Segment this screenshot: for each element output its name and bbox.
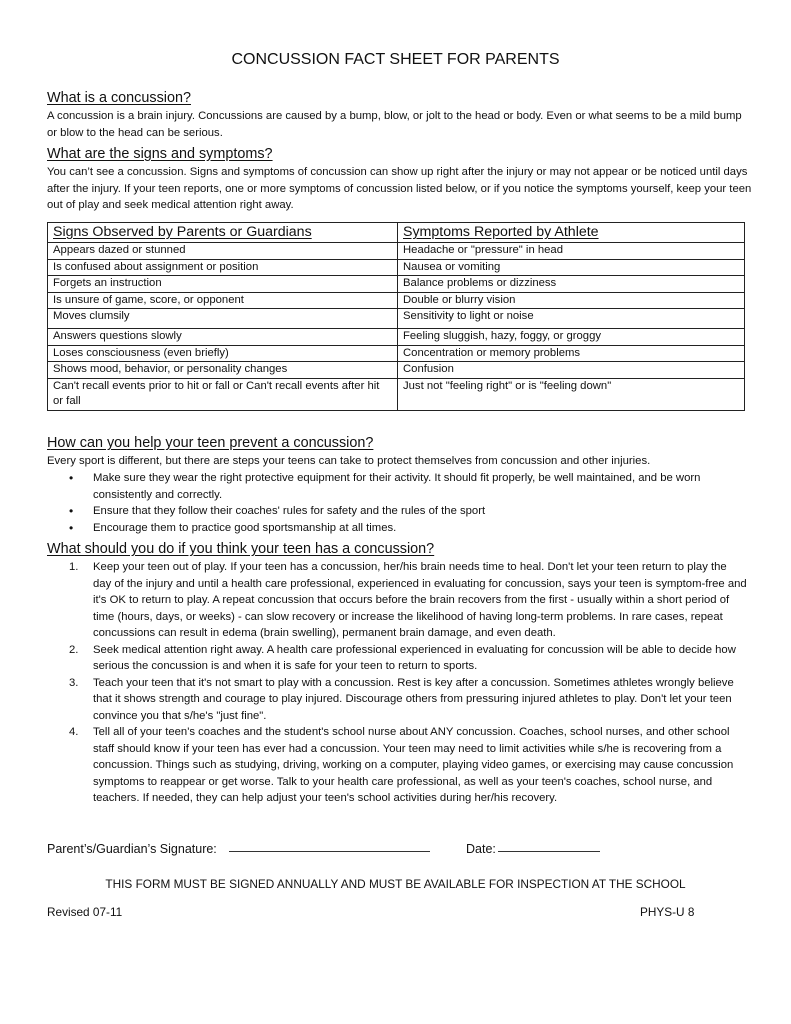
section-heading-what-is: What is a concussion? — [47, 90, 191, 106]
symptoms-table — [47, 222, 745, 411]
table-cell: Is unsure of game, score, or opponent — [48, 292, 398, 309]
table-cell: Just not "feeling right" or is "feeling down" — [398, 378, 745, 410]
prevention-list — [47, 470, 747, 536]
table-header-symptoms: Symptoms Reported by Athlete — [398, 223, 745, 243]
revision-label: Revised 07-11 — [47, 905, 123, 919]
table-cell: Feeling sluggish, hazy, foggy, or groggy — [398, 329, 745, 346]
table-row — [48, 329, 745, 346]
table-cell: Loses consciousness (even briefly) — [48, 345, 398, 362]
table-row — [48, 362, 745, 379]
section-heading-prevent: How can you help your teen prevent a concussion? — [47, 435, 374, 451]
section-text-what-is: A concussion is a brain injury. Concussions are caused by a bump, blow, or jolt to the head or body. Even or what seems to be a mild bump or blow to the head can be serious. — [47, 110, 742, 139]
section-text-signs: You can’t see a concussion. Signs and symptoms of concussion can show up right after the injury or may not appear or be noticed until days after the injury. If your teen reports, one or more symptoms of concussion listed below, or if you notice the symptoms yourself, keep your teen out of play and seek medical attention right away. — [47, 166, 752, 211]
table-cell: Answers questions slowly — [48, 329, 398, 346]
table-cell: Confusion — [398, 362, 745, 379]
list-item-text: Teach your teen that it's not smart to play with a concussion. Rest is key after a concussion. Sometimes athletes wrongly believe that it shows strength and courage to play injured. Discourage others from pressuring injured athletes to play. Don't let your teen convince you that s/he's "just fine". — [93, 676, 734, 722]
list-item — [47, 642, 747, 675]
list-item — [47, 724, 747, 807]
table-cell: Appears dazed or stunned — [48, 243, 398, 260]
table-cell: Shows mood, behavior, or personality changes — [48, 362, 398, 379]
list-item — [47, 559, 747, 642]
form-code: PHYS-U 8 — [640, 905, 695, 919]
table-cell: Balance problems or dizziness — [398, 276, 745, 293]
table-cell: Is confused about assignment or position — [48, 259, 398, 276]
list-item-text: Seek medical attention right away. A health care professional experienced in evaluating for concussion will be able to decide how serious the concussion is and when it is safe for your teen to return to sports. — [93, 643, 736, 672]
list-number: 3. — [69, 676, 79, 689]
signature-field[interactable] — [229, 851, 430, 852]
table-header-row — [48, 223, 745, 243]
table-cell: Moves clumsily — [48, 309, 398, 329]
list-number: 1. — [69, 561, 79, 573]
table-cell: Double or blurry vision — [398, 292, 745, 309]
action-list — [47, 559, 747, 807]
table-row — [48, 309, 745, 329]
section-heading-signs: What are the signs and symptoms? — [47, 146, 273, 162]
section-text-prevent-intro: Every sport is different, but there are steps your teens can take to protect themselves from concussion and other injuries. — [47, 455, 651, 467]
table-cell: Can't recall events prior to hit or fall or Can't recall events after hit or fall — [48, 378, 398, 410]
table-row — [48, 243, 745, 260]
list-item-text: Tell all of your teen's coaches and the student's school nurse about ANY concussion. Coaches, school nurses, and other school staff should know if your teen has ever had a concussion. Your teen may need to limit activities while s/he is recovering from a concussion. Things such as studying, driving, working on a computer, playing video games, or exercising may cause concussion symptoms to reappear or get worse. Talk to your health care professional, as well as your teen's coaches, school nurse, and teachers. If needed, they can help adjust your teen's school activities during her/his recovery. — [93, 726, 734, 804]
list-number: 2. — [69, 643, 79, 656]
list-item: • Make sure they wear the right protective equipment for their activity. It should fit properly, be well maintained, and be worn consistently and correctly. — [47, 470, 747, 503]
table-cell: Nausea or vomiting — [398, 259, 745, 276]
table-cell: Headache or "pressure" in head — [398, 243, 745, 260]
table-cell: Sensitivity to light or noise — [398, 309, 745, 329]
table-row — [48, 378, 745, 410]
section-heading-what-to-do: What should you do if you think your teen has a concussion? — [47, 541, 435, 557]
table-row — [48, 259, 745, 276]
date-field[interactable] — [498, 851, 600, 852]
page-title: CONCUSSION FACT SHEET FOR PARENTS — [231, 51, 560, 68]
table-row — [48, 345, 745, 362]
list-item-text: Keep your teen out of play. If your teen has a concussion, her/his brain needs time to heal. Don't let your teen return to play the day of the injury and until a health care professional, experienced in evaluating for concussion, says your teen is symptom-free and it's OK to return to play. A repeat concussion that occurs before the brain recovers from the first - usually within a short period of time (hours, days, or weeks) - can slow recovery or increase the likelihood of having long-term problems. In rare cases, repeat concussions can result in edema (brain swelling), permanent brain damage, and even death. — [93, 561, 747, 639]
table-header-signs: Signs Observed by Parents or Guardians — [48, 223, 398, 243]
list-item — [47, 675, 747, 725]
list-item: • Encourage them to practice good sportsmanship at all times. — [47, 520, 747, 537]
table-row — [48, 292, 745, 309]
date-label: Date: — [466, 842, 496, 856]
signature-label: Parent’s/Guardian’s Signature: — [47, 842, 217, 856]
signing-notice: THIS FORM MUST BE SIGNED ANNUALLY AND MUST BE AVAILABLE FOR INSPECTION AT THE SCHOOL — [105, 877, 686, 891]
table-cell: Forgets an instruction — [48, 276, 398, 293]
table-cell: Concentration or memory problems — [398, 345, 745, 362]
list-number: 4. — [69, 726, 79, 738]
list-item: • Ensure that they follow their coaches' rules for safety and the rules of the sport — [47, 503, 747, 520]
table-row — [48, 276, 745, 293]
